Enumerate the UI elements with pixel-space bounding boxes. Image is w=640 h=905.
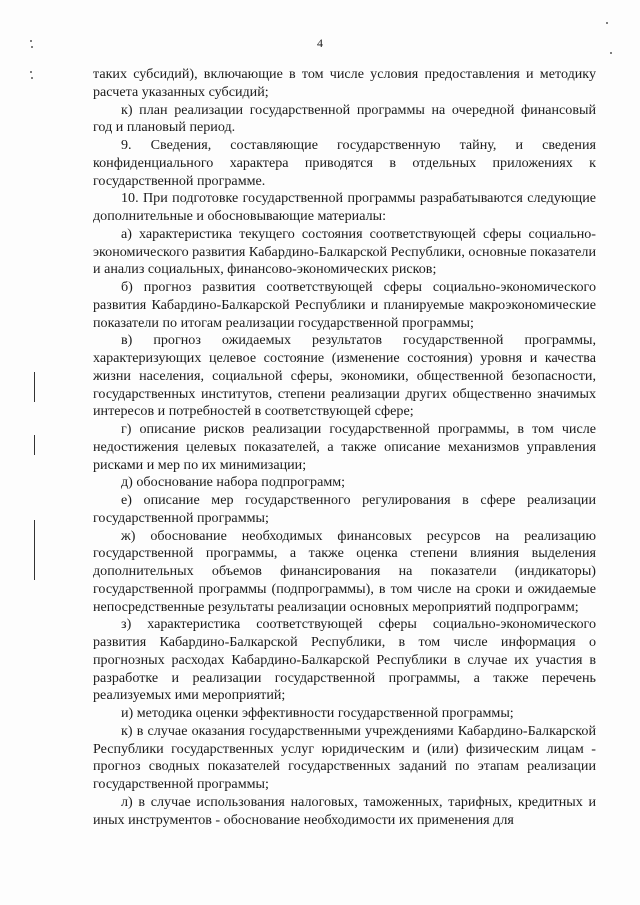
- scan-speck: [606, 22, 608, 24]
- paragraph: б) прогноз развития соответствующей сферы социально-экономического развития Кабардино-Балкарской Республики и планируемые макроэкономические показатели по итогам реализации государственной программы;: [93, 279, 596, 331]
- paragraph: ж) обоснование необходимых финансовых ресурсов на реализацию государственной программы, а также оценка степени влияния выделения дополнительных объемов финансирования на показатели (индикаторы) государственной программы (подпрограммы), в том числе на сроки и ожидаемые непосредственные результаты реализации основных мероприятий подпрограмм;: [93, 527, 596, 615]
- page-number: 4: [317, 36, 323, 50]
- scan-speck: [31, 77, 33, 79]
- paragraph: 10. При подготовке государственной программы разрабатываются следующие дополнительные и обосновывающие материалы:: [93, 190, 596, 224]
- scan-line: [34, 520, 35, 580]
- scan-speck: [610, 52, 612, 54]
- paragraph: в) прогноз ожидаемых результатов государственной программы, характеризующих целевое состояние (изменение состояния) уровня и качества жизни населения, социальной сферы, экономики, общественной безопасности, государственных институтов, степени реализации других общественно значимых интересов и потребностей в соответствующей сфере;: [93, 332, 596, 420]
- paragraph: к) в случае оказания государственными учреждениями Кабардино-Балкарской Республики государственных услуг юридическим и (или) физическим лицам - прогноз сводных показателей государственных заданий по этапам реализации государственной программы;: [93, 722, 596, 792]
- paragraph: и) методика оценки эффективности государственной программы;: [121, 705, 514, 721]
- scan-line: [34, 372, 35, 402]
- paragraph: таких субсидий), включающие в том числе условия предоставления и методику расчета указанных субсидий;: [93, 66, 596, 100]
- document-body: [93, 66, 596, 829]
- paragraph: 9. Сведения, составляющие государственную тайну, и сведения конфиденциального характера приводятся в отдельных приложениях к государственной программе.: [93, 137, 596, 189]
- paragraph: л) в случае использования налоговых, таможенных, тарифных, кредитных и иных инструментов - обоснование необходимости их применения для: [93, 793, 596, 828]
- paragraph: д) обоснование набора подпрограмм;: [121, 474, 346, 491]
- paragraph: з) характеристика соответствующей сферы социально-экономического развития Кабардино-Балкарской Республики, в том числе информация о прогнозных расходах Кабардино-Балкарской Республики в случае их участия в разработке и реализации государственной программы, а также перечень реализуемых ими мероприятий;: [93, 616, 596, 704]
- scan-speck: [30, 40, 32, 42]
- paragraph: а) характеристика текущего состояния соответствующей сферы социально-экономического развития Кабардино-Балкарской Республики, основные показатели и анализ социальных, финансово-экономических рисков;: [93, 225, 596, 278]
- paragraph: к) план реализации государственной программы на очередной финансовый год и плановый период.: [93, 101, 596, 136]
- paragraph: г) описание рисков реализации государственной программы, в том числе недостижения целевых показателей, а также описание механизмов управления рисками и мер по их минимизации;: [93, 421, 596, 473]
- paragraph: е) описание мер государственного регулирования в сфере реализации государственной программы;: [93, 492, 596, 526]
- scan-line: [34, 435, 35, 455]
- scan-speck: [31, 46, 33, 48]
- scan-speck: [30, 71, 32, 73]
